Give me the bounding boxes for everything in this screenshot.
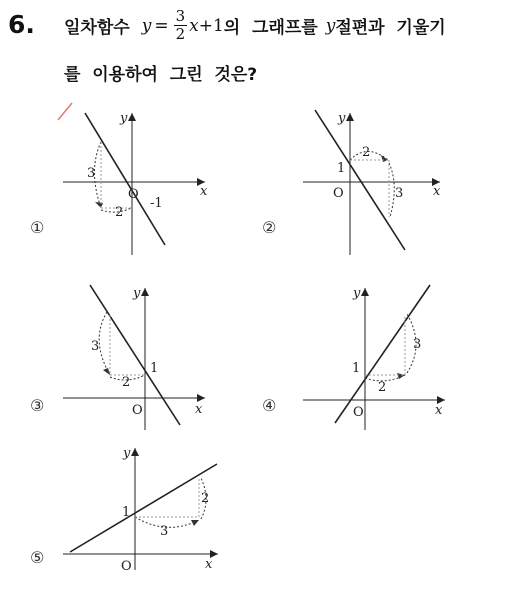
question-line-2: 를 이용하여 그린 것은?	[64, 65, 258, 85]
y-axis-label: y	[338, 111, 346, 126]
equation-x: x	[189, 15, 199, 36]
choice-3-label[interactable]: ③	[30, 396, 45, 415]
annotation-intercept: 1	[337, 161, 346, 176]
annotation-rise: 3	[395, 186, 404, 201]
equation-fraction	[174, 8, 188, 43]
choice-4-label[interactable]: ④	[262, 396, 277, 415]
question-text-before: 일차함수	[64, 18, 130, 38]
question-number: 6.	[8, 10, 35, 39]
origin-label: O	[132, 403, 143, 418]
graph-4[interactable]	[295, 280, 465, 445]
x-axis-label: x	[205, 557, 213, 572]
x-axis-label: x	[435, 403, 443, 418]
equation-equals: =	[154, 15, 169, 36]
annotation-rise: 3	[91, 339, 100, 354]
fraction-numerator: 3	[175, 7, 186, 25]
annotation-rise: 3	[413, 337, 422, 352]
graph-3[interactable]	[55, 280, 225, 445]
annotation-run: 2	[122, 375, 131, 390]
annotation-intercept: -1	[150, 196, 163, 211]
annotation-run: 2	[362, 145, 371, 160]
y-axis-label: y	[120, 111, 128, 126]
variable-y: y	[325, 15, 336, 36]
origin-label: O	[121, 559, 132, 574]
origin-label: O	[128, 187, 139, 202]
choice-1-label[interactable]: ①	[30, 218, 45, 237]
annotation-intercept: 1	[352, 361, 361, 376]
equation-plus-one: +1	[198, 15, 224, 36]
function-line	[85, 113, 165, 245]
question-line-1	[64, 8, 446, 43]
annotation-run: 2	[115, 205, 124, 220]
y-axis-label: y	[133, 286, 141, 301]
graph-2[interactable]	[295, 105, 465, 265]
function-line	[335, 285, 430, 423]
annotation-intercept: 1	[150, 361, 159, 376]
origin-label: O	[353, 405, 364, 420]
equation-y: y	[141, 15, 152, 36]
question-text-mid: 의 그래프를	[223, 18, 318, 38]
x-axis-label: x	[200, 184, 208, 199]
question-text-after: 절편과 기울기	[335, 18, 446, 38]
y-axis-label: y	[123, 446, 131, 461]
function-line	[315, 110, 405, 250]
choice-5-label[interactable]: ⑤	[30, 548, 45, 567]
graph-5[interactable]	[55, 440, 235, 580]
annotation-rise: 2	[201, 491, 210, 506]
annotation-run: 2	[378, 380, 387, 395]
x-axis-label: x	[195, 402, 203, 417]
y-axis-label: y	[353, 286, 361, 301]
origin-label: O	[333, 186, 344, 201]
fraction-denominator: 2	[175, 25, 186, 43]
graph-1[interactable]	[55, 105, 225, 265]
x-axis-label: x	[433, 184, 441, 199]
choice-2-label[interactable]: ②	[262, 218, 277, 237]
function-line	[70, 464, 217, 552]
annotation-run: 3	[160, 524, 169, 539]
annotation-intercept: 1	[122, 505, 131, 520]
annotation-rise: 3	[87, 166, 96, 181]
